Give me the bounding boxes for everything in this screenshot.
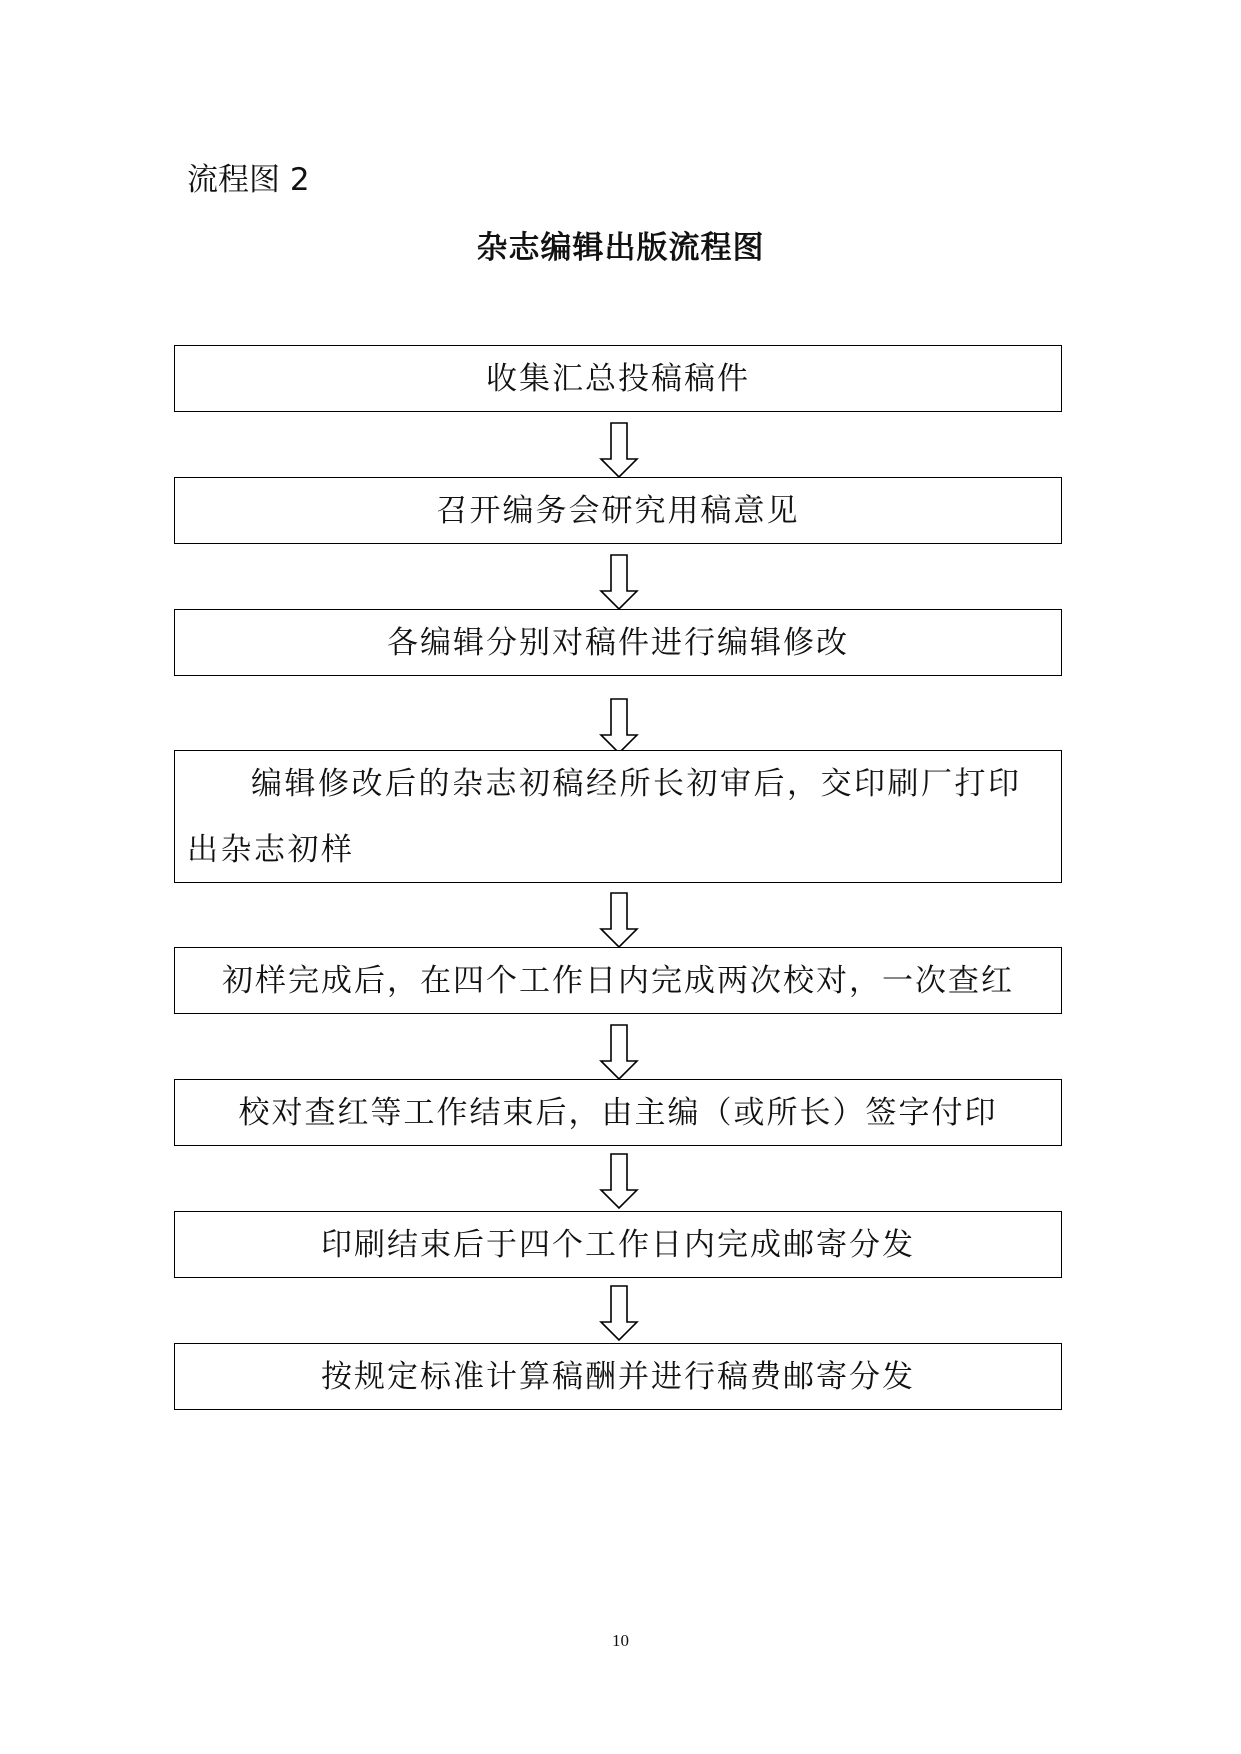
process-step-5: 初样完成后，在四个工作日内完成两次校对，一次查红 bbox=[174, 947, 1062, 1014]
figure-label: 流程图 2 bbox=[187, 162, 310, 198]
process-step-7: 印刷结束后于四个工作日内完成邮寄分发 bbox=[174, 1211, 1062, 1278]
process-step-1: 收集汇总投稿稿件 bbox=[174, 345, 1062, 412]
down-arrow-icon bbox=[599, 554, 639, 610]
down-arrow-icon bbox=[599, 698, 639, 754]
down-arrow-icon bbox=[599, 1153, 639, 1209]
process-step-3: 各编辑分别对稿件进行编辑修改 bbox=[174, 609, 1062, 676]
down-arrow-icon bbox=[599, 422, 639, 478]
diagram-title: 杂志编辑出版流程图 bbox=[476, 230, 765, 266]
process-step-8: 按规定标准计算稿酬并进行稿费邮寄分发 bbox=[174, 1343, 1062, 1410]
page-number: 10 bbox=[612, 1631, 629, 1650]
process-step-6: 校对查红等工作结束后，由主编（或所长）签字付印 bbox=[174, 1079, 1062, 1146]
down-arrow-icon bbox=[599, 1024, 639, 1080]
process-step-2: 召开编务会研究用稿意见 bbox=[174, 477, 1062, 544]
process-step-4: 编辑修改后的杂志初稿经所长初审后，交印刷厂打印出杂志初样 bbox=[174, 750, 1062, 883]
down-arrow-icon bbox=[599, 1285, 639, 1341]
down-arrow-icon bbox=[599, 892, 639, 948]
